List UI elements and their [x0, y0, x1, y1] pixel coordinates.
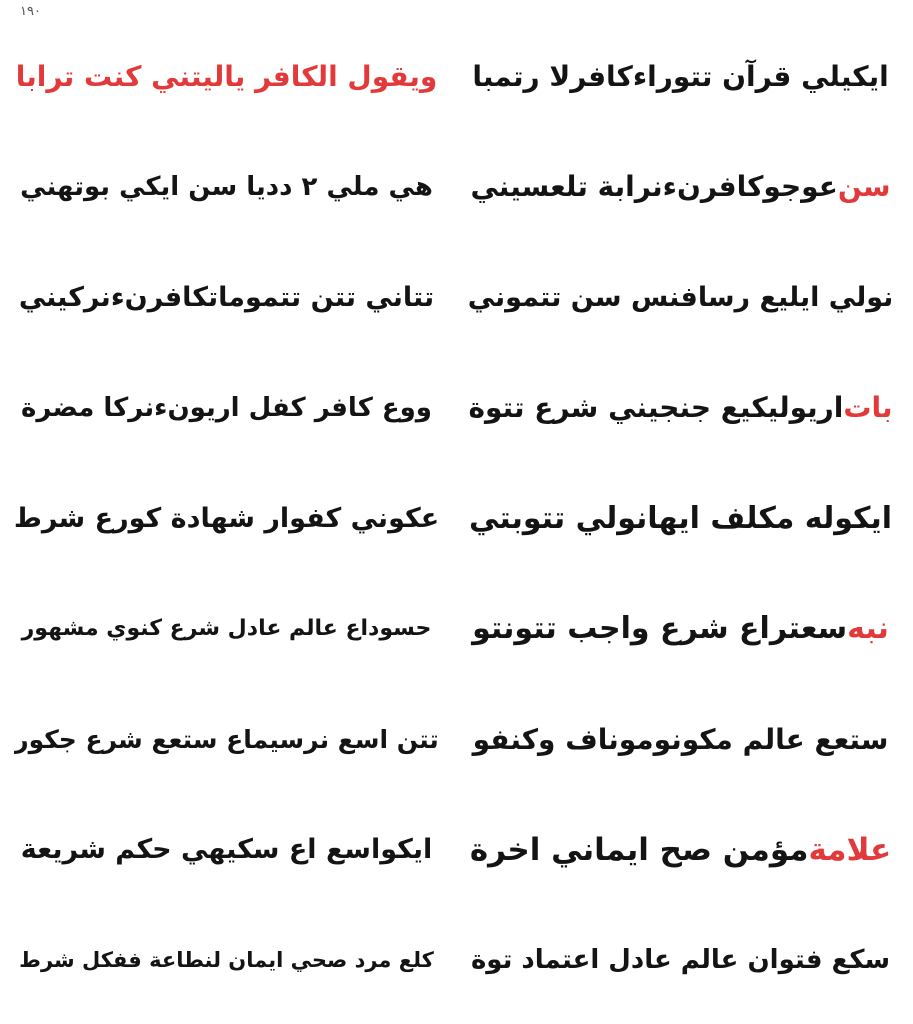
verse-text: ايكيلي قرآن تتوراءكافرلا رتمبا: [472, 59, 889, 93]
verse-left-5: عكوني كفوار شهادة كورع شرط: [14, 502, 439, 534]
verse-right-7: [468, 691, 893, 787]
verse-text: ايكوله مكلف ايهانولي تتوبتي: [468, 500, 893, 536]
verse-right-5: [468, 470, 893, 566]
verse-text: مؤمن صح ايماني اخرة: [469, 831, 809, 868]
verse-text: نولي ايليع رسافنس سن تتموني: [468, 281, 893, 313]
verse-left-4: ووع كافر كفل اريونءنركا مضرة: [21, 392, 432, 423]
verse-right-1: [468, 28, 893, 124]
verse-text: عوجوكافرنءنرابة تلعسيني: [470, 170, 838, 203]
verse-right-3: [468, 249, 893, 345]
verse-right-9: [468, 912, 893, 1008]
verse-left-9: كلع مرد صحي ايمان لنطاعة ففكل شرط: [19, 948, 434, 972]
rubric-marker: نبه: [847, 611, 889, 646]
verse-left-8: ايكواسع اع سكيهي حكم شريعة: [20, 834, 433, 865]
quranic-quote-verse: ويقول الكافر ياليتني كنت ترابا: [15, 59, 438, 93]
left-column: [14, 28, 439, 1008]
verse-left-6: حسوداع عالم عادل شرع كنوي مشهور: [21, 616, 432, 641]
verse-right-2: [468, 139, 893, 235]
verse-left-2: هي ملي ٢ دديا سن ايكي بوتهني: [20, 171, 433, 202]
verse-text: سكع فتوان عالم عادل اعتماد توة: [470, 945, 891, 975]
verse-right-4: [468, 360, 893, 456]
rubric-marker: علامة: [808, 831, 892, 868]
page-number: ١٩٠: [20, 4, 41, 19]
verse-right-6: [468, 581, 893, 677]
verse-right-8: [468, 802, 893, 898]
verse-left-3: تتاني تتن تتموماتكافرنءنركيني: [18, 281, 435, 313]
rubric-marker: سن: [837, 170, 891, 203]
verse-text: سعتراع شرع واجب تتونتو: [472, 611, 848, 646]
right-column: [468, 28, 893, 1008]
verse-left-7: تتن اسع نرسيماع ستعع شرع جكور: [14, 724, 439, 754]
rubric-marker: بات: [843, 391, 893, 424]
verse-text: اريوليكيع جنجيني شرع تتوة: [468, 391, 844, 424]
verse-text: ستعع عالم مكونوموناف وكنفو: [472, 722, 889, 756]
